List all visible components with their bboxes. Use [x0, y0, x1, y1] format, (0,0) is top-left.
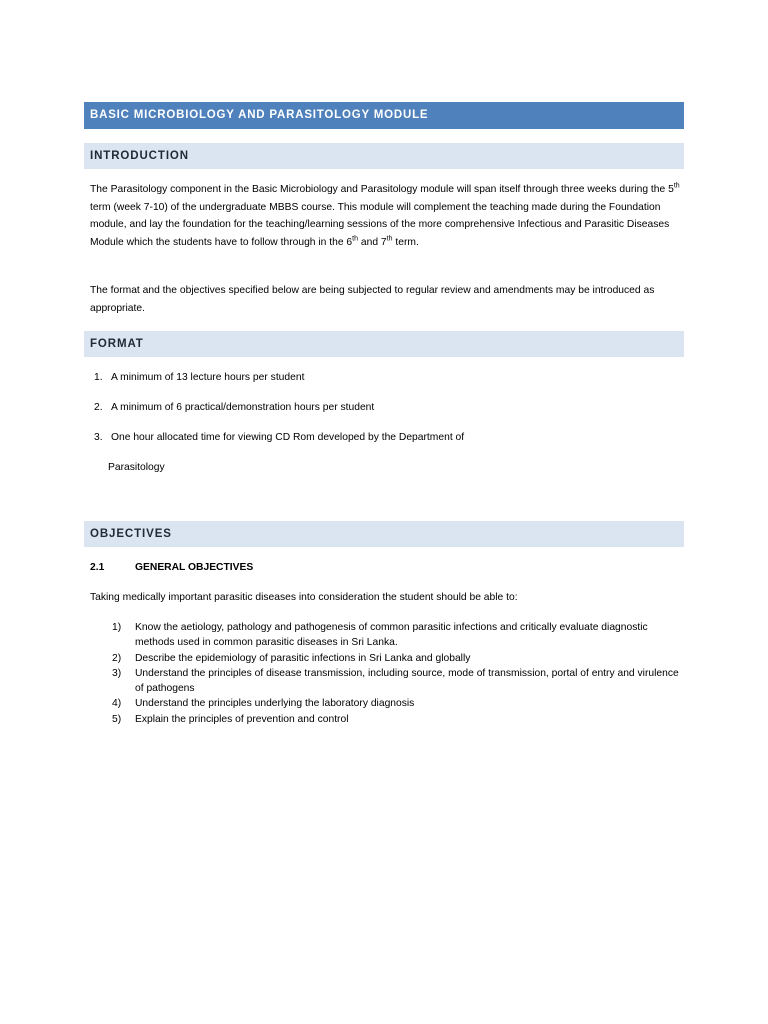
objectives-intro: Taking medically important parasitic diseases into consideration the student should be able to:: [90, 592, 518, 603]
objectives-list: [112, 620, 682, 727]
objective-item: 5) Explain the principles of prevention and control: [112, 713, 349, 725]
objective-item: 2) Describe the epidemiology of parasitic infections in Sri Lanka and globally: [112, 652, 471, 664]
format-heading: FORMAT: [84, 331, 684, 357]
format-list-item-continuation: Parasitology: [108, 462, 165, 473]
introduction-heading: INTRODUCTION: [84, 143, 684, 169]
introduction-paragraph-2: The format and the objectives specified below are being subjected to regular review and amendments may be introduced as appropriate.: [90, 285, 655, 314]
objective-item: 1) Know the aetiology, pathology and pathogenesis of common parasitic infections and critically evaluate diagnostic methods used in common parasitic diseases in Sri Lanka.: [112, 622, 648, 649]
introduction-paragraph-1: The Parasitology component in the Basic Microbiology and Parasitology module will span itself through three weeks during the 5th term (week 7-10) of the undergraduate MBBS course. This module will complement the teaching made during the Foundation module, and lay the foundation for the teaching/learning sessions of the more comprehensive Infectious and Parasitic Diseases Module which the students have to follow through in the 6th and 7th term.: [90, 182, 680, 248]
general-objectives-subheading: 2.1 GENERAL OBJECTIVES: [90, 562, 254, 573]
module-title: BASIC MICROBIOLOGY AND PARASITOLOGY MODULE: [84, 102, 684, 129]
format-list-item: 1. A minimum of 13 lecture hours per student: [94, 372, 305, 383]
objective-item: 4) Understand the principles underlying the laboratory diagnosis: [112, 698, 415, 710]
format-list-item: 2. A minimum of 6 practical/demonstration hours per student: [94, 402, 375, 413]
objectives-heading: OBJECTIVES: [84, 521, 684, 547]
objective-item: 3) Understand the principles of disease transmission, including source, mode of transmission, portal of entry and virulence of pathogens: [112, 667, 679, 695]
format-list-item: 3. One hour allocated time for viewing CD Rom developed by the Department of: [94, 432, 465, 443]
